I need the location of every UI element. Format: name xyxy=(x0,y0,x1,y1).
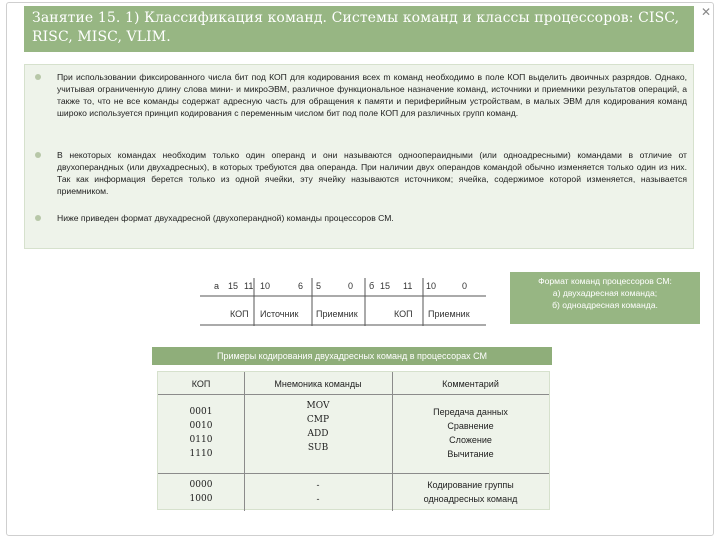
bullet-icon xyxy=(35,152,41,158)
table-row xyxy=(158,478,244,506)
table-cell: 0001 xyxy=(189,407,213,417)
table-row xyxy=(158,405,244,461)
table-cell: Сложение xyxy=(449,435,492,445)
field-label-dest: Приемник xyxy=(428,309,470,319)
table-cell: CMP xyxy=(306,415,330,425)
content-panel xyxy=(24,64,694,249)
bit-label: 0 xyxy=(462,281,468,291)
caption-line: Формат команд процессоров СМ: xyxy=(538,276,672,286)
bit-label: 5 xyxy=(316,281,322,291)
instruction-format-diagram xyxy=(200,278,486,326)
table-cell: Передача данных xyxy=(433,407,508,417)
table-cell: - xyxy=(316,494,320,504)
table-cell: 0010 xyxy=(189,421,213,431)
bit-label: 10 xyxy=(426,281,437,291)
table-cell: SUB xyxy=(307,443,329,453)
table-cell: одноадресных команд xyxy=(423,494,518,504)
bit-prefix-b: б xyxy=(369,281,375,291)
field-label-opcode: КОП xyxy=(394,309,413,319)
paragraph: При использовании фиксированного числа бит под КОП для кодирования всех m команд необходимо в поле КОП выделить двоичных разрядов. Однако, учитывая ограниченную длину слова мини- и микроЭВМ, различное функциональное назначение команд, источники и приемники результатов операций, а также то, что не все команды содержат адресную часть для обращения к памяти и периферийным устройствам, в малых ЭВМ для кодирования команд широко используется принцип кодирования с переменным числом бит под поле КОП для различных групп команд. xyxy=(57,72,687,119)
table-cell: 0110 xyxy=(189,435,213,445)
table-cell: 1000 xyxy=(189,494,213,504)
table-row xyxy=(244,399,392,455)
table-row xyxy=(392,405,549,461)
table-cell: MOV xyxy=(306,401,330,411)
examples-table xyxy=(157,371,550,510)
table-cell: Сравнение xyxy=(447,421,494,431)
paragraph: Ниже приведен формат двухадресной (двухоперандной) команды процессоров СМ. xyxy=(57,213,394,223)
table-row xyxy=(392,478,549,506)
figure-caption xyxy=(510,272,700,324)
table-cell: - xyxy=(316,480,320,490)
bit-label: 15 xyxy=(380,281,391,291)
table-cell: 0000 xyxy=(189,480,213,490)
table-cell: Вычитание xyxy=(447,449,494,459)
caption-line: б) одноадресная команда. xyxy=(552,300,658,310)
table-header xyxy=(158,372,549,395)
table-row xyxy=(244,478,392,506)
bit-prefix-a: a xyxy=(214,281,220,291)
field-label-opcode: КОП xyxy=(230,309,249,319)
bit-label: 11 xyxy=(403,281,413,291)
column-header: Комментарий xyxy=(442,379,499,389)
caption-line: а) двухадресная команда; xyxy=(552,288,658,298)
table-cell: 1110 xyxy=(189,449,213,459)
column-header: Мнемоника команды xyxy=(274,379,362,389)
table-title: Примеры кодирования двухадресных команд в процессорах СМ xyxy=(152,347,552,365)
table-cell: Кодирование группы xyxy=(427,480,514,490)
bit-label: 0 xyxy=(348,281,354,291)
paragraph: В некоторых командах необходим только один операнд и они называются одноопераидными (или одноадресными) командами в отличие от двухоперандных (или двухадресных), в которых требуются два операнда. При наличии двух операндов командой обычно изменяется только один из них. Так как информация берется только из одной ячейки, эту ячейку называются источником; ячейка, содержимое которой изменяется, называется приемником. xyxy=(57,150,687,197)
divider xyxy=(158,473,549,474)
column-header: КОП xyxy=(191,379,211,389)
page-title: Занятие 15. 1) Классификация команд. Системы команд и классы процессоров: CISC, RISC, MISC, VLIM. xyxy=(32,10,680,45)
bit-label: 6 xyxy=(298,281,304,291)
bullet-icon xyxy=(35,74,41,80)
table-cell: ADD xyxy=(307,429,329,439)
close-icon[interactable]: ✕ xyxy=(701,5,712,19)
bit-label: 10 xyxy=(260,281,271,291)
bit-label: 11 xyxy=(244,281,254,291)
bullet-icon xyxy=(35,215,41,221)
title-bar xyxy=(24,6,694,52)
field-label-source: Источник xyxy=(260,309,299,319)
bit-label: 15 xyxy=(228,281,239,291)
field-label-dest: Приемник xyxy=(316,309,358,319)
